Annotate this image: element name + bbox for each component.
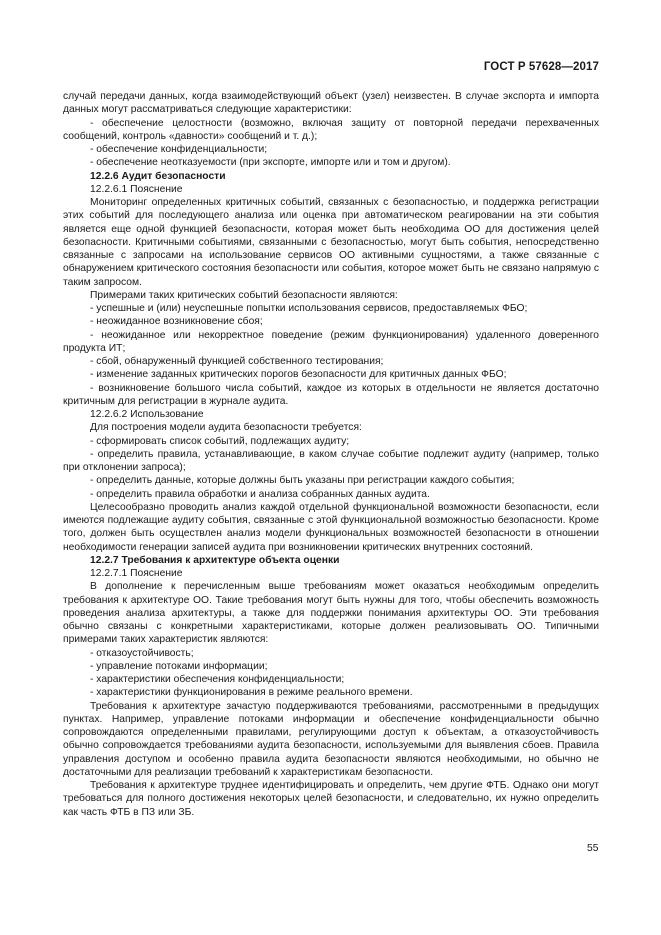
section-heading: 12.2.6 Аудит безопасности <box>90 170 226 182</box>
subsection-heading: 12.2.6.1 Пояснение <box>90 183 183 195</box>
paragraph: Мониторинг определенных критичных событий, связанных с безопасностью, и поддержка регистрации этих событий для последующего анализа или оценка при автоматическом реагировании на эти события является еще одной функцией безопасности, которая может быть необходима ОО для достижения целей безопасности. Критичными событиями, связанными с безопасностью, могут быть события, непосредственно связанные с запросами на использование сервисов ОО активными сущностями, а также связанные с обнаружением критического состояния безопасности или события, которое может быть не связано напрямую с таким запросом. <box>63 197 599 288</box>
list-item: - успешные и (или) неуспешные попытки использования сервисов, предоставляемых ФБО; <box>90 303 528 314</box>
list-item: - характеристики обеспечения конфиденциальности; <box>90 674 345 685</box>
list-item: - обеспечение целостности (возможно, включая защиту от повторной передачи перехваченных сообщений, контроль «давности» сообщений и т. д.); <box>63 117 599 142</box>
subsection-heading: 12.2.6.2 Использование <box>90 409 204 420</box>
paragraph: случай передачи данных, когда взаимодействующий объект (узел) неизвестен. В случае экспорта и импорта данных могут рассматриваться следующие характеристики: <box>63 91 599 116</box>
paragraph: В дополнение к перечисленным выше требованиям может оказаться необходимым определить требования к архитектуре ОО. Такие требования могут быть нужны для того, чтобы обеспечить возможность проведения анализа архитектуры, а также для поддержки понимания архитектуры ОО. Эти требования обычно связаны с конкретными характеристиками, которые должен реализовывать ОО. Типичными примерами таких характеристик являются: <box>63 581 599 646</box>
document-header: ГОСТ Р 57628—2017 <box>483 61 599 73</box>
list-item: - обеспечение конфиденциальности; <box>90 144 268 155</box>
paragraph: Примерами таких критических событий безопасности являются: <box>90 289 398 301</box>
list-item: - изменение заданных критических порогов безопасности для критичных данных ФБО; <box>90 369 507 381</box>
paragraph: Для построения модели аудита безопасности требуется: <box>90 422 362 434</box>
paragraph: Требования к архитектуре труднее идентифицировать и определить, чем другие ФТБ. Однако они могут требоваться для полного достижения некоторых целей безопасности, и следовательно, их нужно определить как часть ФТБ в ПЗ или ЗБ. <box>63 780 599 818</box>
list-item: - неожиданное возникновение сбоя; <box>90 316 263 328</box>
list-item: - определить данные, которые должны быть указаны при регистрации каждого события; <box>90 475 515 487</box>
list-item: - неожиданное или некорректное поведение (режим функционирования) удаленного доверенного продукта ИТ; <box>63 329 599 354</box>
subsection-heading: 12.2.7.1 Пояснение <box>90 568 183 579</box>
document-body <box>63 90 599 819</box>
list-item: - обеспечение неотказуемости (при экспорте, импорте или и том и другом). <box>90 157 451 169</box>
list-item: - отказоустойчивость; <box>90 647 194 659</box>
list-item: - определить правила, устанавливающие, в каком случае событие подлежит аудиту (например, только при отклонении запроса); <box>63 448 599 473</box>
page-number: 55 <box>587 843 599 854</box>
list-item: - характеристики функционирования в режиме реального времени. <box>90 687 413 699</box>
section-heading: 12.2.7 Требования к архитектуре объекта оценки <box>90 554 340 566</box>
list-item: - сбой, обнаруженный функцией собственного тестирования; <box>90 356 384 367</box>
paragraph: Целесообразно проводить анализ каждой отдельной функциональной возможности безопасности, если имеются подлежащие аудиту события, связанные с этой функциональной возможностью безопасности. Кроме того, должен быть осуществлен анализ модели функциональных возможностей безопасности в отношении необходимости генерации записей аудита при возникновении критических внутренних состояний. <box>63 501 599 553</box>
list-item: - сформировать список событий, подлежащих аудиту; <box>90 435 350 447</box>
list-item: - управление потоками информации; <box>90 660 268 672</box>
list-item: - возникновение большого числа событий, каждое из которых в отдельности не является достаточно критичным для регистрации в журнале аудита. <box>63 382 599 407</box>
paragraph: Требования к архитектуре зачастую поддерживаются требованиями, рассмотренными в предыдущих пунктах. Например, управление потоками информации и обеспечение конфиденциальности обычно сопровождаются определенными правилами, регулирующими доступ к объектам, а отказоустойчивость обычно сопровождается требованиями аудита безопасности, используемыми для выявления сбоев. Правила управления доступом и особенно правила аудита безопасности являются необходимыми, но обычно не достаточными для реализации требований к характеристикам безопасности. <box>63 700 599 778</box>
list-item: - определить правила обработки и анализа собранных данных аудита. <box>90 488 430 500</box>
